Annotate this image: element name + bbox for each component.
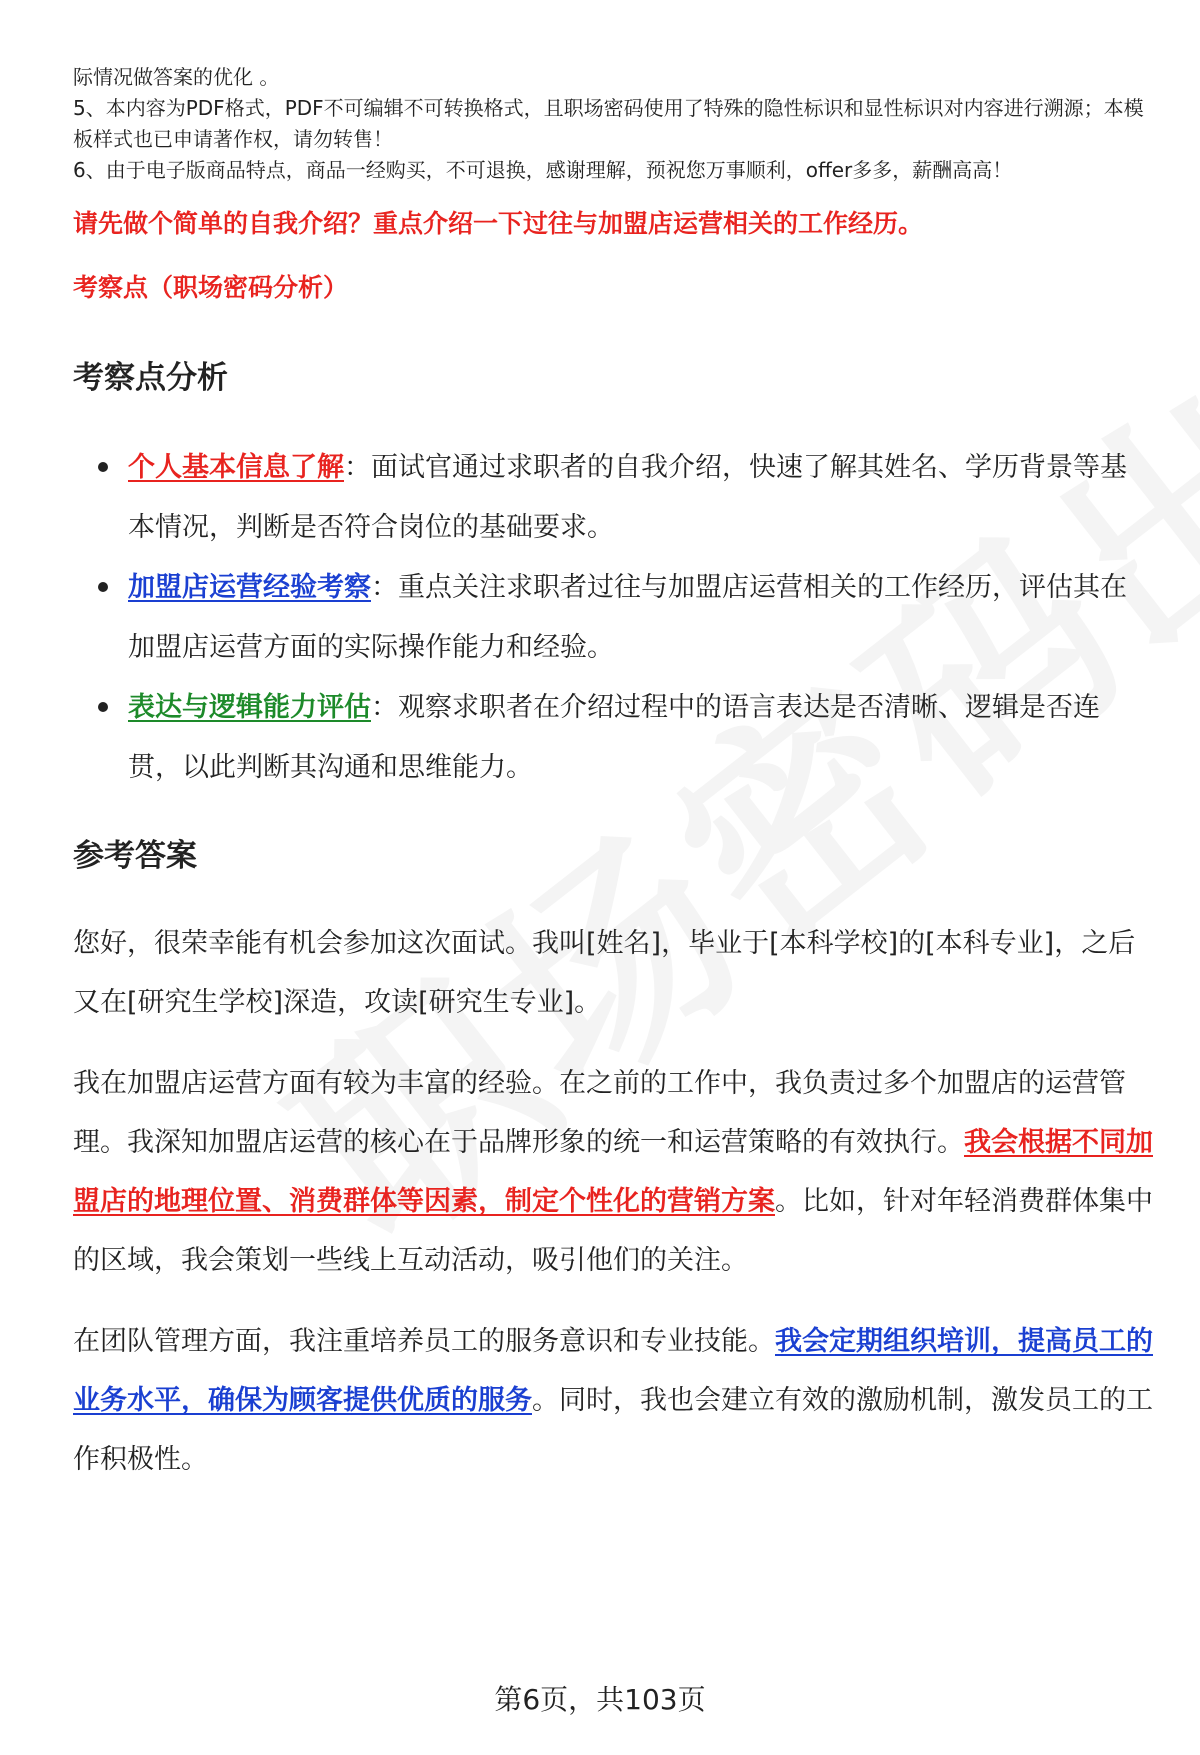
- analysis-text: ：面试官通过求职者的自我介绍，快速了解其姓名、学历背景等基本情况，判断是否符合岗位的基础要求。: [128, 452, 1127, 543]
- exam-point-label: 考察点（职场密码分析）: [73, 273, 349, 302]
- analysis-list: [73, 438, 1153, 798]
- analysis-text: ：重点关注求职者过往与加盟店运营相关的工作经历，评估其在加盟店运营方面的实际操作能力和经验。: [128, 572, 1127, 663]
- document-page: [73, 0, 1153, 1489]
- answer-paragraph-operations: [73, 1054, 1153, 1290]
- note-line: 际情况做答案的优化 。: [73, 65, 280, 89]
- analysis-item: [128, 678, 1153, 798]
- notes-block: [73, 62, 1153, 186]
- analysis-keyword: 表达与逻辑能力评估: [128, 692, 371, 723]
- answer-heading: 参考答案: [73, 838, 197, 874]
- analysis-item: [128, 438, 1153, 558]
- page-number: 第6页，共103页: [494, 1683, 706, 1716]
- bullet-icon: [98, 702, 108, 712]
- analysis-keyword: 加盟店运营经验考察: [128, 572, 371, 603]
- analysis-text: ：观察求职者在介绍过程中的语言表达是否清晰、逻辑是否连贯，以此判断其沟通和思维能力。: [128, 692, 1100, 783]
- answer-highlight-blue: 我会定期组织培训，提高员工的业务水平，确保为顾客提供优质的服务: [73, 1326, 1153, 1416]
- answer-paragraph-intro: 您好，很荣幸能有机会参加这次面试。我叫[姓名]，毕业于[本科学校]的[本科专业]，之后又在[研究生学校]深造，攻读[研究生专业]。: [73, 928, 1136, 1018]
- interview-question: 请先做个简单的自我介绍？重点介绍一下过往与加盟店运营相关的工作经历。: [73, 209, 924, 238]
- bullet-icon: [98, 462, 108, 472]
- analysis-heading: 考察点分析: [73, 360, 228, 396]
- answer-text: 。同时，我也会建立有效的激励机制，激发员工的工作积极性。: [73, 1385, 1153, 1475]
- bullet-icon: [98, 582, 108, 592]
- analysis-keyword: 个人基本信息了解: [128, 452, 344, 483]
- answer-paragraph-team: [73, 1312, 1153, 1489]
- answer-highlight-red: 我会根据不同加盟店的地理位置、消费群体等因素，制定个性化的营销方案: [73, 1127, 1153, 1217]
- note-line: 6、由于电子版商品特点，商品一经购买，不可退换，感谢理解，预祝您万事顺利，offer多多，薪酬高高！: [73, 158, 1013, 182]
- answer-text: 。比如，针对年轻消费群体集中的区域，我会策划一些线上互动活动，吸引他们的关注。: [73, 1186, 1153, 1276]
- analysis-item: [128, 558, 1153, 678]
- note-line: 5、本内容为PDF格式，PDF不可编辑不可转换格式，且职场密码使用了特殊的隐性标识和显性标识对内容进行溯源；本模板样式也已申请著作权，请勿转售！: [73, 96, 1144, 151]
- answer-text: 我在加盟店运营方面有较为丰富的经验。在之前的工作中，我负责过多个加盟店的运营管理。我深知加盟店运营的核心在于品牌形象的统一和运营策略的有效执行。: [73, 1068, 1126, 1158]
- answer-text: 在团队管理方面，我注重培养员工的服务意识和专业技能。: [73, 1326, 775, 1357]
